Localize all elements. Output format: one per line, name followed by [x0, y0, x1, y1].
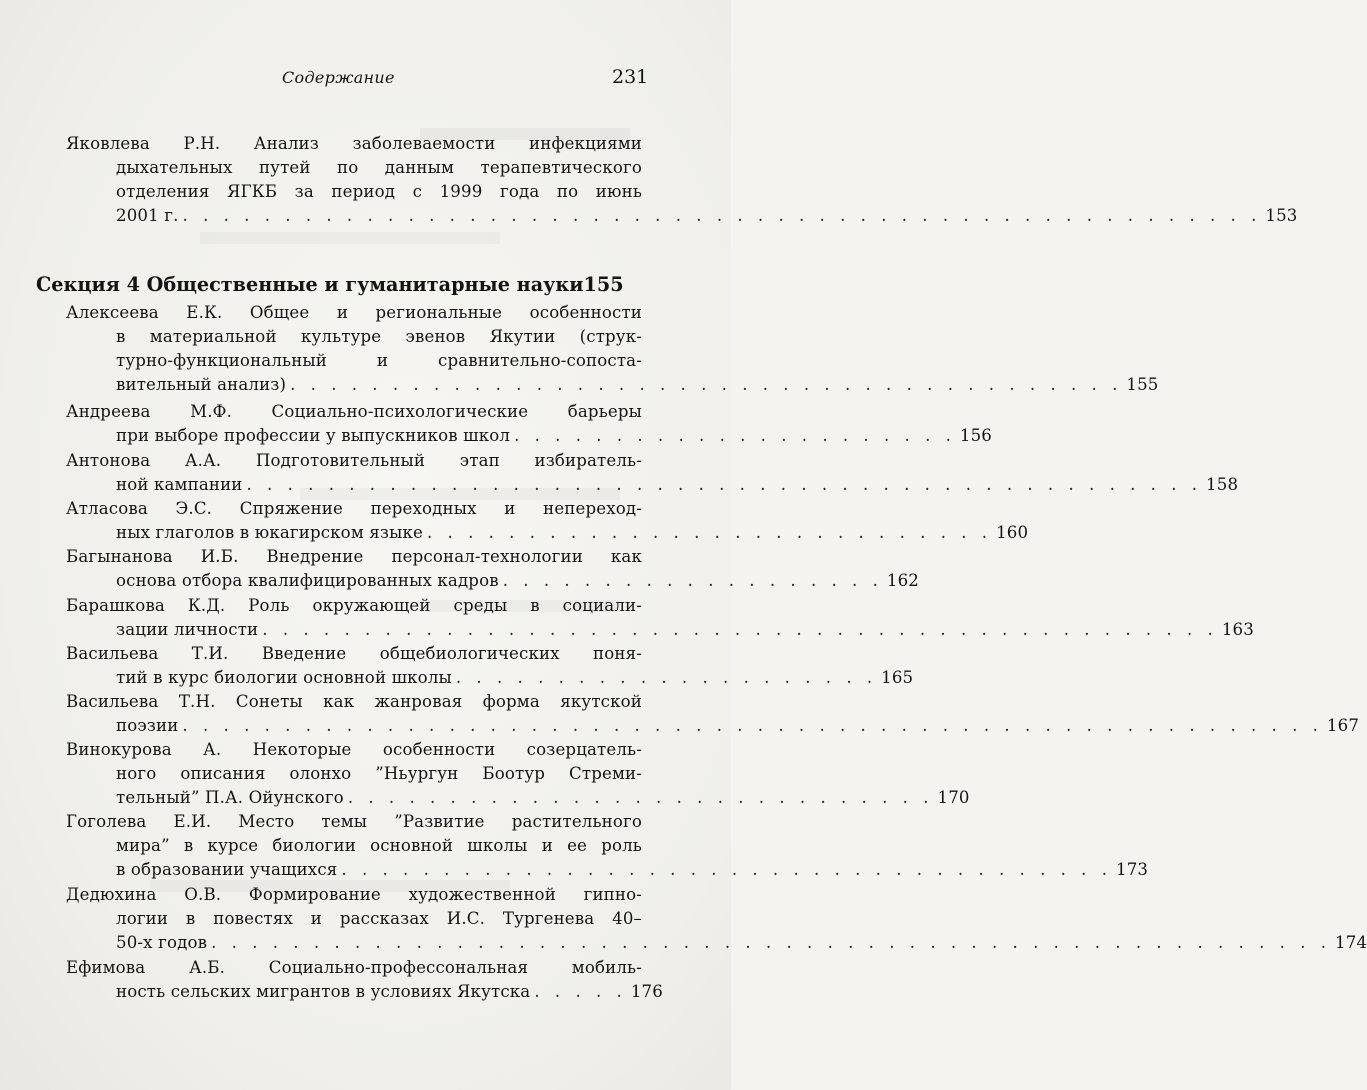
toc-page-number: 153 — [1265, 206, 1298, 225]
leader-dots: . . . . . . . . . . . . . . . . . . . . . . . . . . . . . . . . . . . . . . — [341, 860, 1112, 879]
toc-entry-last-line — [66, 569, 920, 593]
running-title: Содержание — [282, 68, 395, 87]
toc-entry-line: вительный анализ) — [116, 375, 287, 394]
toc-page-number: 163 — [1221, 620, 1254, 639]
toc-entry-line: Алексеева Е.К. Общее и региональные особенности — [66, 303, 642, 322]
leader-dots: . . . . . . . . . . . . . . . . . . . . . . . . . . . . . . . . . . . . . . . . . . . . . . . . . . . . . . . . — [182, 716, 1323, 735]
toc-entry — [66, 642, 914, 690]
toc-entry — [66, 301, 1159, 397]
toc-entry-line: Ефимова А.Б. Социально-профессональная мобиль- — [66, 958, 642, 977]
toc-entry-line: ность сельских мигрантов в условиях Якутска — [116, 982, 531, 1001]
toc-entry-last-line — [66, 521, 1029, 545]
leader-dots: . . . . . . . . . . . . . . . . . . . . . . . . . . . . — [426, 523, 993, 542]
toc-entry-last-line — [66, 618, 1254, 642]
toc-entry-line: при выборе профессии у выпускников школ — [116, 426, 511, 445]
toc-entry-line: 50-х годов — [116, 933, 208, 952]
toc-entry — [66, 497, 1029, 545]
toc-entry-line: 2001 г. — [116, 206, 179, 225]
toc-entry-last-line — [66, 373, 1159, 397]
toc-entry-line: Васильева Т.И. Введение общебиологических поня- — [66, 644, 642, 663]
toc-entry — [66, 132, 1298, 228]
toc-entry-line: отделения ЯГКБ за период с 1999 года по июнь — [116, 182, 642, 201]
toc-page-number: 167 — [1326, 716, 1360, 735]
leader-dots: . . . . . . . . . . . . . . . . . . . . . — [455, 668, 878, 687]
toc-entry-line: ной кампании — [116, 475, 243, 494]
toc-page-number: 155 — [1126, 375, 1159, 394]
toc-entry-last-line — [66, 666, 914, 690]
toc-entry-line: ного описания олонхо ”Ньургун Боотур Стреми- — [116, 764, 642, 783]
toc-entry — [66, 690, 1360, 738]
toc-entry-line: Антонова А.А. Подготовительный этап избиратель- — [66, 451, 642, 470]
toc-entry-line: основа отбора квалифицированных кадров — [116, 571, 499, 590]
toc-entry-line: поэзии — [116, 716, 179, 735]
toc-page-number: 160 — [996, 523, 1029, 542]
toc-entry-line: турно-функциональный и сравнительно-сопоста- — [116, 351, 642, 370]
toc-entry — [66, 400, 993, 448]
toc-entry-last-line — [66, 424, 993, 448]
leader-dots: . . . . . — [534, 982, 627, 1001]
toc-entry-line: в материальной культуре эвенов Якутии (струк- — [116, 327, 642, 346]
toc-entry-line: мира” в курсе биологии основной школы и ее роль — [116, 836, 642, 855]
toc-entry-line: зации личности — [116, 620, 259, 639]
toc-page-number: 176 — [630, 982, 663, 1001]
toc-entry-line: Винокурова А. Некоторые особенности созерцатель- — [66, 740, 642, 759]
leader-dots: . . . . . . . . . . . . . . . . . . . — [502, 571, 883, 590]
toc-entry-last-line — [66, 204, 1298, 228]
toc-entry — [66, 545, 920, 593]
toc-entry — [66, 449, 1239, 497]
running-head — [0, 66, 731, 92]
toc-entry-line: Васильева Т.Н. Сонеты как жанровая форма якутской — [66, 692, 642, 711]
leader-dots: . . . . . . . . . . . . . . . . . . . . . . . . . . . . . — [347, 788, 934, 807]
toc-entry — [66, 594, 1254, 642]
toc-entry — [66, 810, 1149, 882]
leader-dots: . . . . . . . . . . . . . . . . . . . . . . — [514, 426, 956, 445]
toc-entry — [66, 738, 970, 810]
leader-dots: . . . . . . . . . . . . . . . . . . . . . . . . . . . . . . . . . . . . . . . . . . . . . . . — [246, 475, 1203, 494]
toc-entry-line: Андреева М.Ф. Социально-психологические барьеры — [66, 402, 642, 421]
toc-entry-line: тельный” П.А. Ойунского — [116, 788, 344, 807]
toc-entry-line: Багынанова И.Б. Внедрение персонал-технологии как — [66, 547, 642, 566]
toc-entry-line: логии в повестях и рассказах И.С. Тургенева 40– — [116, 909, 642, 928]
toc-page-number: 162 — [886, 571, 920, 590]
leader-dots: . . . . . . . . . . . . . . . . . . . . . . . . . . . . . . . . . . . . . . . . . — [290, 375, 1123, 394]
toc-entry-line: ных глаголов в юкагирском языке — [116, 523, 423, 542]
section-page-number: 155 — [583, 273, 624, 296]
section-title: Секция 4 Общественные и гуманитарные науки — [36, 273, 584, 296]
toc-entry-line: Барашкова К.Д. Роль окружающей среды в социали- — [66, 596, 642, 615]
toc-page-number: 170 — [937, 788, 970, 807]
toc-page-number: 165 — [881, 668, 914, 687]
toc-entry-line: Яковлева Р.Н. Анализ заболеваемости инфекциями — [66, 134, 642, 153]
toc-page-number: 158 — [1206, 475, 1239, 494]
toc-entry — [66, 883, 1367, 955]
section-heading — [36, 272, 676, 298]
toc-entry-line: тий в курс биологии основной школы — [116, 668, 452, 687]
toc-entry-last-line — [66, 931, 1367, 955]
toc-entry-last-line — [66, 473, 1239, 497]
toc-entry-last-line — [66, 786, 970, 810]
leader-dots: . . . . . . . . . . . . . . . . . . . . . . . . . . . . . . . . . . . . . . . . . . . . . . . . . . . . . . . — [211, 933, 1332, 952]
toc-page-number: 156 — [959, 426, 993, 445]
toc-entry-last-line — [66, 858, 1149, 882]
toc-entry-line: дыхательных путей по данным терапевтического — [116, 158, 642, 177]
leader-dots: . . . . . . . . . . . . . . . . . . . . . . . . . . . . . . . . . . . . . . . . . . . . . . . — [262, 620, 1218, 639]
toc-entry-line: Атласова Э.С. Спряжение переходных и непереход- — [66, 499, 642, 518]
toc-entry-last-line — [66, 714, 1360, 738]
toc-page-number: 174 — [1335, 933, 1367, 952]
toc-entry — [66, 956, 663, 1004]
page-number: 231 — [612, 66, 649, 88]
bleed-through-mark — [200, 232, 500, 244]
toc-entry-line: Дедюхина О.В. Формирование художественной гипно- — [66, 885, 642, 904]
toc-entry-line: Гоголева Е.И. Место темы ”Развитие растительного — [66, 812, 642, 831]
toc-page-number: 173 — [1116, 860, 1149, 879]
toc-entry-line: в образовании учащихся — [116, 860, 338, 879]
leader-dots: . . . . . . . . . . . . . . . . . . . . . . . . . . . . . . . . . . . . . . . . . . . . . . . . . . . . . — [182, 206, 1262, 225]
toc-entry-last-line — [66, 980, 663, 1004]
